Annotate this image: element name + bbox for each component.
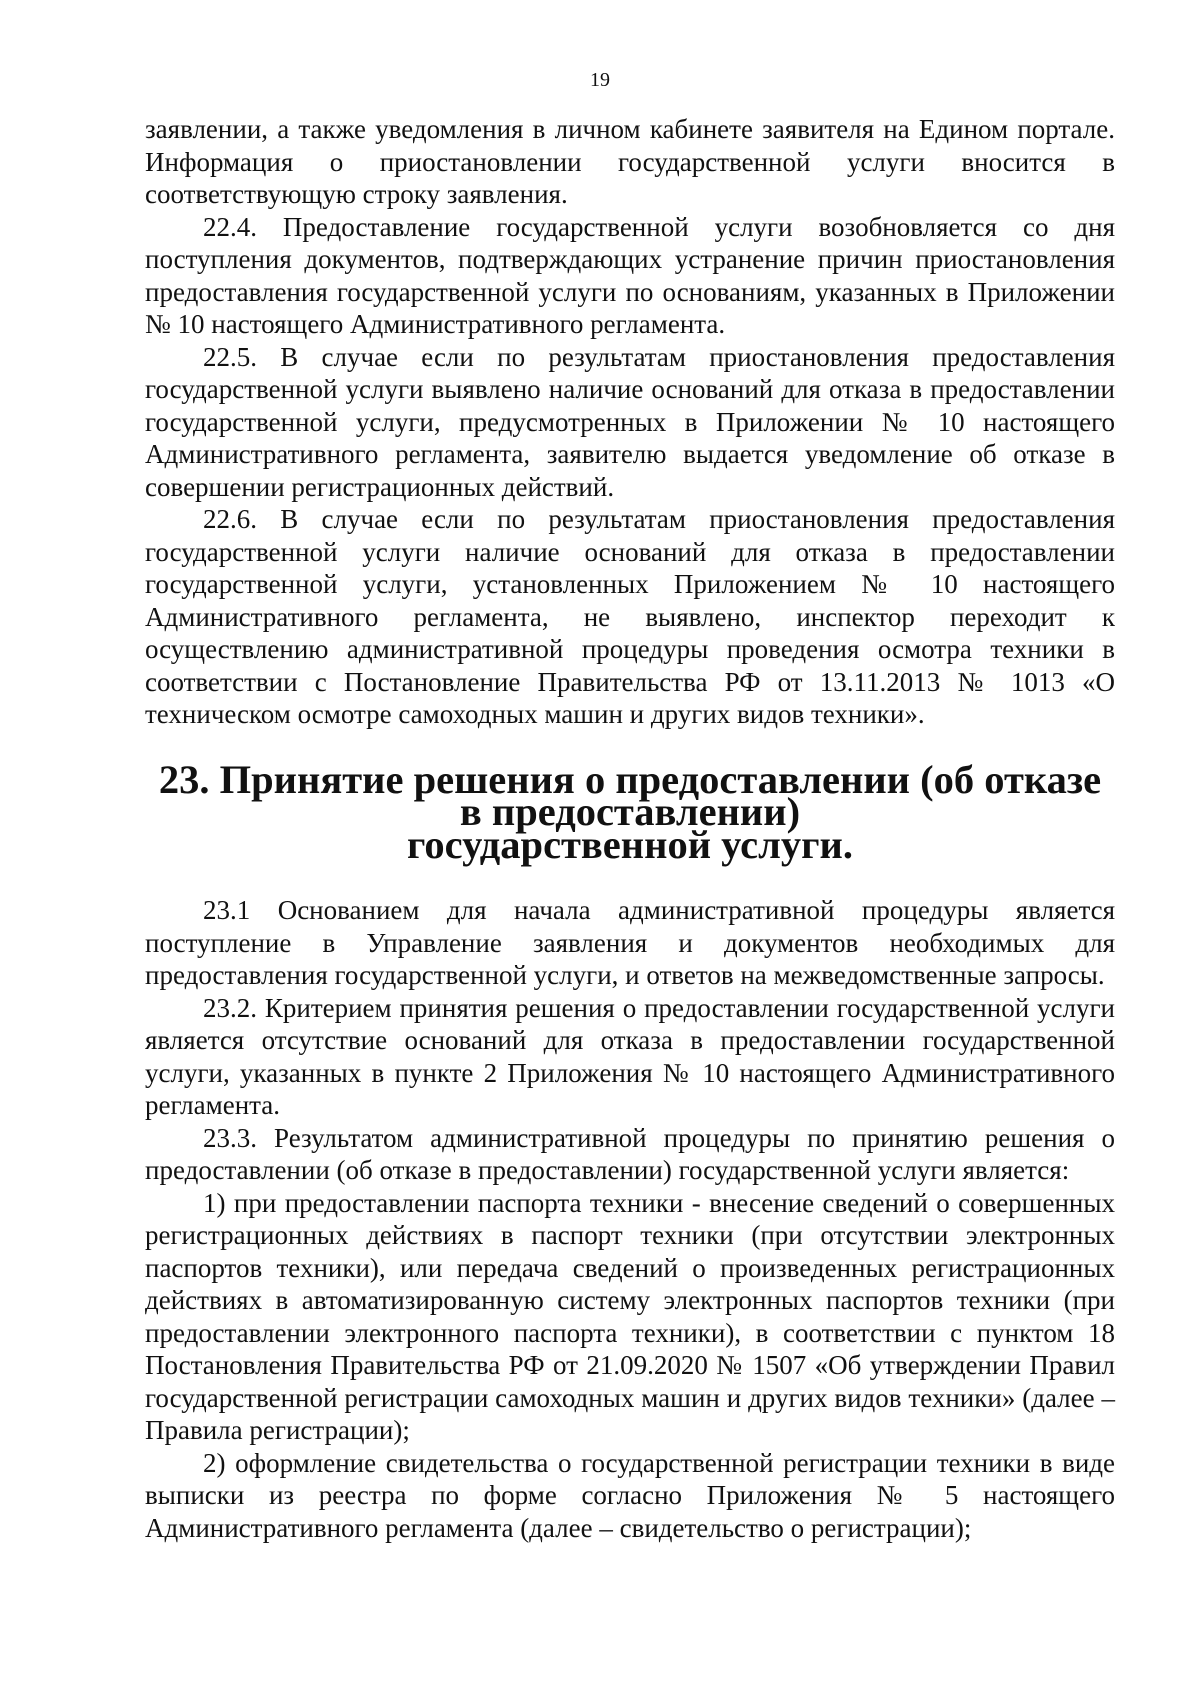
document-body [145, 113, 1115, 1544]
section-heading-23 [145, 756, 1115, 867]
paragraph-23-2: 23.2. Критерием принятия решения о предоставлении государственной услуги является отсутствие оснований для отказа в предоставлении государственной услуги, указанных в пункте 2 Приложения № 10 настоящего Административного регламента. [145, 992, 1115, 1120]
page-number: 19 [590, 69, 610, 91]
section-heading-line-2: государственной услуги. [407, 821, 853, 867]
paragraph-23-3: 23.3. Результатом административной процедуры по принятию решения о предоставлении (об отказе в предоставлении) государственной услуги является: [145, 1122, 1115, 1185]
paragraph-23-1: 23.1 Основанием для начала административной процедуры является поступление в Управление заявления и документов необходимых для предоставления государственной услуги, и ответов на межведомственные запросы. [145, 895, 1115, 990]
paragraph-22-5: 22.5. В случае если по результатам приостановления предоставления государственной услуги выявлено наличие оснований для отказа в предоставлении государственной услуги, предусмотренных в Приложении № 10 настоящего Административного регламента, заявителю выдается уведомление об отказе в совершении регистрационных действий. [145, 341, 1115, 502]
section-heading-line-1: 23. Принятие решения о предоставлении (об отказе в предоставлении) [158, 756, 1102, 834]
list-item-2: 2) оформление свидетельства о государственной регистрации техники в виде выписки из реестра по форме согласно Приложения № 5 настоящего Административного регламента (далее – свидетельство о регистрации); [145, 1447, 1115, 1543]
paragraph-22-4: 22.4. Предоставление государственной услуги возобновляется со дня поступления документов, подтверждающих устранение причин приостановления предоставления государственной услуги по основаниям, указанных в Приложении № 10 настоящего Административного регламента. [145, 211, 1115, 339]
paragraph-22-6: 22.6. В случае если по результатам приостановления предоставления государственной услуги наличие оснований для отказа в предоставлении государственной услуги, установленных Приложением № 10 настоящего Административного регламента, не выявлено, инспектор переходит к осуществлению административной процедуры проведения осмотра техники в соответствии с Постановление Правительства РФ от 13.11.2013 № 1013 «О техническом осмотре самоходных машин и других видов техники». [145, 504, 1115, 729]
paragraph-continuation: заявлении, а также уведомления в личном кабинете заявителя на Едином портале. Информация о приостановлении государственной услуги вносится в соответствующую строку заявления. [145, 114, 1115, 209]
list-item-1: 1) при предоставлении паспорта техники - внесение сведений о совершенных регистрационных действиях в паспорт техники (при отсутствии электронных паспортов техники), или передача сведений о произведенных регистрационных действиях в автоматизированную систему электронных паспортов техники (при предоставлении электронного паспорта техники), в соответствии с пунктом 18 Постановления Правительства РФ от 21.09.2020 № 1507 «Об утверждении Правил государственной регистрации самоходных машин и других видов техники» (далее – Правила регистрации); [145, 1187, 1115, 1445]
